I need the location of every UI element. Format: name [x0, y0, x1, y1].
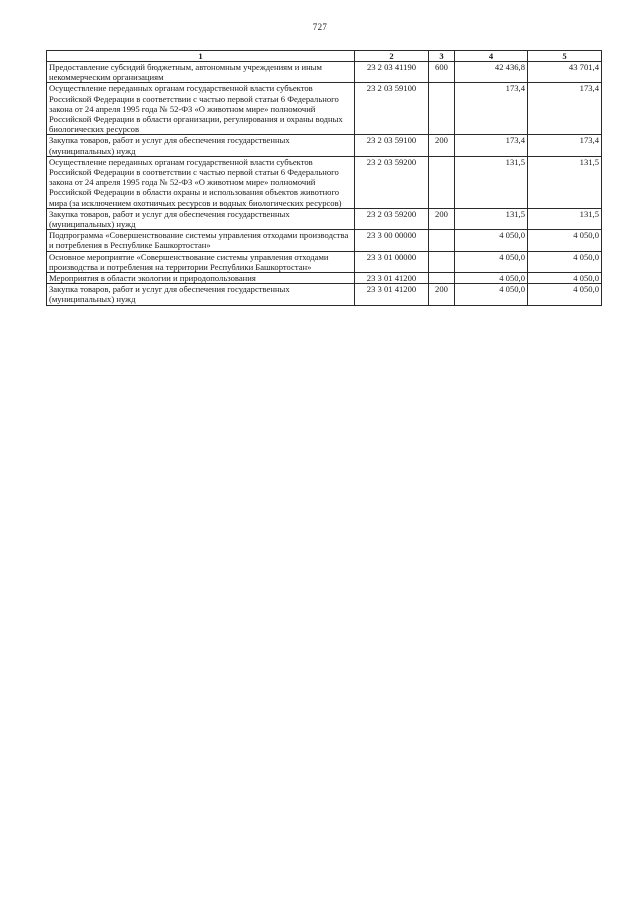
row-name: Закупка товаров, работ и услуг для обеспечения государственных (муниципальных) нужд — [47, 208, 355, 229]
row-value-1: 131,5 — [455, 208, 528, 229]
row-value-1: 4 050,0 — [455, 273, 528, 284]
row-value-1: 173,4 — [455, 135, 528, 156]
row-value-2: 173,4 — [528, 83, 602, 135]
row-vr: 200 — [429, 135, 455, 156]
row-vr — [429, 230, 455, 251]
row-value-2: 4 050,0 — [528, 273, 602, 284]
row-vr: 200 — [429, 284, 455, 305]
row-value-2: 4 050,0 — [528, 251, 602, 272]
table-row — [47, 156, 602, 208]
row-code: 23 3 00 00000 — [355, 230, 429, 251]
table-row — [47, 251, 602, 272]
row-name: Закупка товаров, работ и услуг для обеспечения государственных (муниципальных) нужд — [47, 284, 355, 305]
row-value-2: 4 050,0 — [528, 284, 602, 305]
row-value-2: 4 050,0 — [528, 230, 602, 251]
row-value-2: 131,5 — [528, 208, 602, 229]
table-row — [47, 62, 602, 83]
table-header — [47, 51, 602, 62]
row-code: 23 2 03 59200 — [355, 156, 429, 208]
header-row — [47, 51, 602, 62]
header-col-2: 2 — [355, 51, 429, 62]
header-col-4: 4 — [455, 51, 528, 62]
table-row — [47, 83, 602, 135]
header-col-1: 1 — [47, 51, 355, 62]
row-code: 23 3 01 00000 — [355, 251, 429, 272]
row-value-2: 173,4 — [528, 135, 602, 156]
row-name: Подпрограмма «Совершенствование системы управления отходами производства и потребления в Республике Башкортостан» — [47, 230, 355, 251]
budget-table — [46, 50, 602, 306]
row-name: Осуществление переданных органам государственной власти субъектов Российской Федерации в соответствии с частью первой статьи 6 Федерального закона от 24 апреля 1995 года № 52-ФЗ «О животном мире» полномочий Российской Федерации в области охраны и использования объектов животного мира (за исключением охотничьих ресурсов и водных биологических ресурсов) — [47, 156, 355, 208]
row-code: 23 2 03 59200 — [355, 208, 429, 229]
row-vr: 200 — [429, 208, 455, 229]
row-vr — [429, 251, 455, 272]
row-value-1: 4 050,0 — [455, 251, 528, 272]
row-value-1: 173,4 — [455, 83, 528, 135]
header-col-3: 3 — [429, 51, 455, 62]
row-name: Осуществление переданных органам государственной власти субъектов Российской Федерации в соответствии с частью первой статьи 6 Федерального закона от 24 апреля 1995 года № 52-ФЗ «О животном мире» полномочий Российской Федерации в области организации, регулирования и охраны водных биологических ресурсов — [47, 83, 355, 135]
table-row — [47, 135, 602, 156]
row-name: Закупка товаров, работ и услуг для обеспечения государственных (муниципальных) нужд — [47, 135, 355, 156]
row-code: 23 2 03 59100 — [355, 135, 429, 156]
row-value-2: 131,5 — [528, 156, 602, 208]
row-name: Основное мероприятие «Совершенствование системы управления отходами производства и потребления на территории Республики Башкортостан» — [47, 251, 355, 272]
row-value-1: 131,5 — [455, 156, 528, 208]
table-row — [47, 208, 602, 229]
row-vr — [429, 273, 455, 284]
header-col-5: 5 — [528, 51, 602, 62]
row-vr: 600 — [429, 62, 455, 83]
row-code: 23 2 03 41190 — [355, 62, 429, 83]
table-row — [47, 273, 602, 284]
table-row — [47, 284, 602, 305]
row-name: Предоставление субсидий бюджетным, автономным учреждениям и иным некоммерческим организациям — [47, 62, 355, 83]
row-code: 23 3 01 41200 — [355, 273, 429, 284]
row-name: Мероприятия в области экологии и природопользования — [47, 273, 355, 284]
row-value-1: 4 050,0 — [455, 230, 528, 251]
table-row — [47, 230, 602, 251]
row-value-1: 4 050,0 — [455, 284, 528, 305]
row-code: 23 3 01 41200 — [355, 284, 429, 305]
row-vr — [429, 156, 455, 208]
table-body — [47, 62, 602, 306]
row-code: 23 2 03 59100 — [355, 83, 429, 135]
row-value-2: 43 701,4 — [528, 62, 602, 83]
row-value-1: 42 436,8 — [455, 62, 528, 83]
page-number: 727 — [312, 22, 328, 32]
row-vr — [429, 83, 455, 135]
